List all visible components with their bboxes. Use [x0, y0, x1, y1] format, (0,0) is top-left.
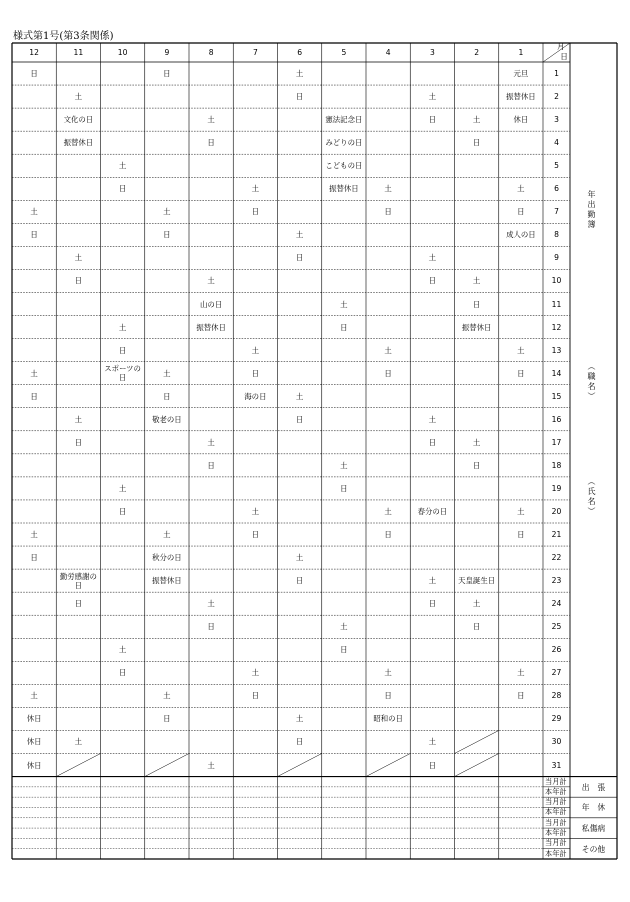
calendar-cell: 振替休日	[329, 184, 359, 194]
name-label: （氏名）	[587, 477, 596, 517]
calendar-cell: 文化の日	[63, 115, 94, 125]
day-number: 9	[554, 253, 559, 263]
calendar-cell: 日	[251, 207, 260, 217]
this-year-total-label: 本年計	[545, 828, 567, 838]
calendar-cell: 日	[384, 368, 392, 378]
calendar-cell: 日	[118, 345, 127, 355]
calendar-cell: 山の日	[200, 299, 223, 309]
calendar-cell: 振替休日	[152, 576, 182, 586]
calendar-cell: 土	[428, 414, 437, 424]
month-header-4: 4	[385, 48, 391, 57]
calendar-cell: 日	[428, 115, 437, 125]
calendar-cell: 土	[74, 737, 83, 747]
calendar-cell: 日	[295, 92, 304, 102]
calendar-cell: 日	[30, 553, 38, 563]
this-month-total-label: 当月計	[545, 817, 567, 827]
calendar-cell: 日	[472, 460, 481, 470]
calendar-cell: 振替休日	[63, 138, 94, 148]
month-header-11: 11	[73, 48, 84, 57]
calendar-cell: 振替休日	[461, 322, 492, 332]
calendar-cell: 土	[472, 437, 481, 447]
day-number: 11	[551, 299, 562, 309]
calendar-cell: 日	[295, 253, 304, 263]
calendar-cell: 憲法記念日	[325, 115, 363, 125]
calendar-cell: 日	[163, 69, 171, 79]
calendar-cell: 土	[163, 207, 171, 217]
attendance-book-label: 年出勤簿	[587, 190, 596, 230]
calendar-cell: 土	[295, 391, 304, 401]
calendar-cell: 日	[30, 69, 38, 79]
calendar-cell: 休日	[26, 760, 42, 770]
month-corner-label: 月	[557, 41, 565, 51]
calendar-cell: 土	[74, 414, 83, 424]
calendar-cell: 勤労感謝の日	[59, 571, 97, 590]
calendar-cell: 日	[251, 530, 260, 540]
month-header-12: 12	[29, 48, 39, 57]
calendar-cell: 日	[472, 138, 481, 148]
calendar-cell: 土	[384, 506, 392, 516]
calendar-cell: 海の日	[244, 391, 267, 401]
calendar-cell: 土	[517, 184, 525, 194]
calendar-cell: 土	[340, 622, 348, 632]
day-number: 6	[554, 184, 559, 194]
calendar-cell: 土	[30, 530, 38, 540]
calendar-cell: 日	[517, 368, 525, 378]
calendar-cell: 日	[295, 737, 304, 747]
calendar-cell: 日	[30, 391, 38, 401]
this-month-total-label: 当月計	[545, 776, 567, 786]
calendar-cell: 日	[74, 437, 83, 447]
grid-line	[278, 754, 322, 777]
calendar-cell: 土	[251, 345, 260, 355]
month-header-10: 10	[117, 48, 128, 57]
day-number: 26	[551, 645, 562, 655]
day-number: 12	[551, 322, 562, 332]
calendar-cell: 土	[384, 668, 392, 678]
day-number: 13	[551, 345, 562, 355]
month-header-3: 3	[429, 48, 435, 57]
calendar-cell: 土	[472, 599, 481, 609]
calendar-cell: 土	[118, 322, 127, 332]
day-number: 31	[551, 760, 562, 770]
calendar-cell: 土	[30, 368, 38, 378]
calendar-cell: 日	[340, 322, 348, 332]
calendar-cell: 土	[118, 645, 127, 655]
calendar-cell: 土	[163, 691, 171, 701]
day-number: 3	[554, 115, 559, 125]
month-header-1: 1	[518, 48, 524, 57]
calendar-cell: 日	[30, 230, 38, 240]
day-number: 16	[551, 414, 562, 424]
calendar-cell: 土	[74, 92, 83, 102]
calendar-cell: 土	[428, 253, 437, 263]
calendar-cell: 日	[517, 207, 525, 217]
calendar-cell: 土	[295, 69, 304, 79]
calendar-cell: 土	[517, 668, 525, 678]
calendar-cell: 土	[163, 368, 171, 378]
day-number: 15	[551, 391, 562, 401]
this-year-total-label: 本年計	[545, 848, 567, 858]
this-month-total-label: 当月計	[545, 838, 567, 848]
month-header-8: 8	[208, 48, 214, 57]
day-number: 23	[551, 576, 562, 586]
calendar-cell: 休日	[513, 115, 529, 125]
calendar-cell: 休日	[26, 714, 42, 724]
calendar-cell: 日	[207, 460, 215, 470]
day-number: 18	[551, 460, 562, 470]
calendar-cell: 土	[295, 230, 304, 240]
calendar-cell: 日	[340, 645, 348, 655]
calendar-cell: 土	[472, 115, 481, 125]
month-header-7: 7	[252, 48, 258, 57]
day-number: 28	[551, 691, 562, 701]
calendar-cell: 天皇誕生日	[458, 576, 496, 586]
calendar-cell: 土	[472, 276, 481, 286]
calendar-cell: 休日	[26, 737, 42, 747]
calendar-cell: 土	[428, 737, 437, 747]
calendar-cell: 日	[74, 599, 83, 609]
calendar-cell: 土	[207, 115, 215, 125]
calendar-cell: 土	[340, 299, 348, 309]
summary-category-label: その他	[581, 844, 606, 854]
calendar-cell: こどもの日	[325, 161, 363, 171]
calendar-cell: 土	[517, 345, 525, 355]
day-number: 29	[551, 714, 562, 724]
calendar-cell: 土	[340, 460, 348, 470]
grid-line	[145, 754, 189, 777]
summary-category-label: 私傷病	[581, 824, 606, 834]
calendar-cell: 土	[517, 506, 525, 516]
calendar-cell: 日	[384, 530, 392, 540]
calendar-cell: 日	[118, 184, 127, 194]
calendar-cell: 日	[517, 530, 525, 540]
calendar-cell: 土	[295, 553, 304, 563]
calendar-cell: 日	[163, 230, 171, 240]
calendar-cell: 日	[207, 622, 215, 632]
calendar-cell: 日	[207, 138, 215, 148]
calendar-cell: 土	[30, 691, 38, 701]
this-month-total-label: 当月計	[545, 797, 567, 807]
calendar-cell: 振替休日	[506, 92, 536, 102]
day-number: 7	[554, 207, 559, 217]
this-year-total-label: 本年計	[545, 786, 567, 796]
day-number: 21	[551, 530, 562, 540]
calendar-cell: 成人の日	[506, 230, 536, 240]
calendar-cell: 昭和の日	[373, 714, 403, 724]
day-number: 8	[554, 230, 559, 240]
calendar-cell: 日	[384, 207, 392, 217]
day-number: 14	[551, 368, 562, 378]
summary-category-label: 年 休	[581, 803, 606, 813]
day-number: 1	[554, 69, 559, 79]
summary-category-label: 出 張	[581, 782, 606, 792]
calendar-cell: 土	[428, 576, 437, 586]
form-title: 様式第1号(第3条関係)	[13, 31, 114, 42]
day-number: 30	[551, 737, 562, 747]
calendar-cell: 土	[118, 483, 127, 493]
calendar-cell: 土	[118, 161, 127, 171]
day-number: 24	[551, 599, 562, 609]
calendar-cell: 日	[428, 276, 437, 286]
calendar-cell: 土	[207, 437, 215, 447]
calendar-cell: 土	[251, 668, 260, 678]
day-number: 2	[554, 92, 559, 102]
calendar-cell: 日	[118, 506, 127, 516]
calendar-cell: 土	[384, 345, 392, 355]
calendar-cell: 日	[517, 691, 525, 701]
day-number: 4	[554, 138, 559, 148]
month-header-9: 9	[164, 48, 170, 57]
calendar-cell: 日	[74, 276, 83, 286]
calendar-cell: 土	[251, 506, 260, 516]
month-header-6: 6	[297, 48, 303, 57]
day-number: 17	[551, 437, 562, 447]
month-header-5: 5	[341, 48, 347, 57]
calendar-cell: みどりの日	[325, 138, 363, 148]
calendar-cell: 春分の日	[417, 506, 448, 516]
calendar-cell: 土	[251, 184, 260, 194]
calendar-cell: 日	[163, 391, 171, 401]
calendar-cell: 秋分の日	[152, 553, 182, 563]
calendar-cell: 土	[207, 276, 215, 286]
calendar-cell: 振替休日	[196, 322, 226, 332]
calendar-cell: 日	[118, 668, 127, 678]
day-number: 10	[551, 276, 562, 286]
calendar-cell: 日	[428, 760, 437, 770]
calendar-cell: 土	[384, 184, 392, 194]
calendar-cell: 土	[295, 714, 304, 724]
grid-line	[56, 754, 100, 777]
calendar-cell: 日	[472, 299, 481, 309]
month-header-2: 2	[474, 48, 480, 57]
calendar-cell: 日	[428, 437, 437, 447]
calendar-cell: 日	[251, 691, 260, 701]
calendar-cell: 日	[163, 714, 171, 724]
day-corner-label: 日	[560, 51, 568, 61]
grid-line	[455, 754, 499, 777]
calendar-cell: 日	[295, 414, 304, 424]
calendar-cell: 土	[30, 207, 38, 217]
calendar-cell: 日	[384, 691, 392, 701]
day-number: 22	[551, 553, 562, 563]
day-number: 5	[554, 161, 559, 171]
calendar-cell: 日	[472, 622, 481, 632]
day-number: 25	[551, 622, 562, 632]
calendar-cell: 土	[163, 530, 171, 540]
this-year-total-label: 本年計	[545, 807, 567, 817]
calendar-cell: スポーツの日	[104, 364, 141, 383]
calendar-cell: 日	[295, 576, 304, 586]
day-number: 27	[551, 668, 562, 678]
calendar-cell: 土	[207, 760, 215, 770]
grid-line	[455, 730, 499, 753]
calendar-cell: 土	[428, 92, 437, 102]
calendar-cell: 敬老の日	[152, 414, 182, 424]
position-label: （職名）	[587, 362, 596, 402]
day-number: 19	[551, 483, 562, 493]
grid-line	[366, 754, 410, 777]
calendar-cell: 日	[251, 368, 260, 378]
day-number: 20	[551, 506, 562, 516]
calendar-cell: 日	[340, 483, 348, 493]
calendar-cell: 日	[428, 599, 437, 609]
calendar-cell: 土	[74, 253, 83, 263]
calendar-cell: 元旦	[513, 69, 529, 79]
calendar-cell: 土	[207, 599, 215, 609]
